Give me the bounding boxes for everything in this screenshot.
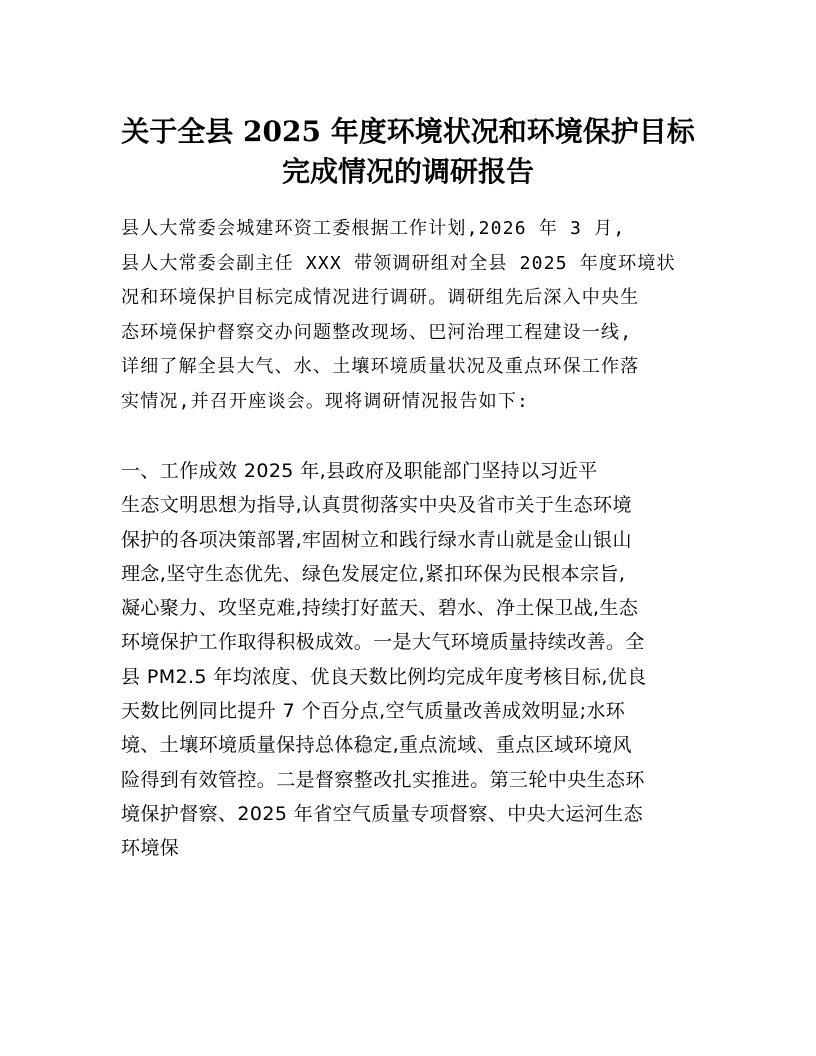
body-line: 县 PM2.5 年均浓度、优良天数比例均完成年度考核目标,优良 xyxy=(121,665,647,688)
body-line: 理念,坚守生态优先、绿色发展定位,紧扣环保为民根本宗旨, xyxy=(121,562,626,585)
document-title xyxy=(100,112,716,192)
body-line: 天数比例同比提升 7 个百分点,空气质量改善成效明显;水环 xyxy=(121,700,626,723)
intro-line: 县人大常委会城建环资工委根据工作计划,2026 年 3 月, xyxy=(121,218,626,239)
intro-line: 态环境保护督察交办问题整改现场、巴河治理工程建设一线, xyxy=(121,321,633,343)
body-paragraph xyxy=(121,454,701,866)
body-line: 境保护督察、2025 年省空气质量专项督察、中央大运河生态 xyxy=(121,802,643,825)
body-line: 生态文明思想为指导,认真贯彻落实中央及省市关于生态环境 xyxy=(121,494,632,517)
title-line-1: 关于全县 2025 年度环境状况和环境保护目标 xyxy=(121,115,695,148)
intro-line: 详细了解全县大气、水、土壤环境质量状况及重点环保工作落 xyxy=(121,356,640,377)
body-line: 险得到有效管控。二是督察整改扎实推进。第三轮中央生态环 xyxy=(121,768,645,791)
intro-paragraph xyxy=(121,212,701,419)
intro-line: 实情况,并召开座谈会。现将调研情况报告如下: xyxy=(121,390,530,412)
body-line: 环境保护工作取得积极成效。一是大气环境质量持续改善。全 xyxy=(121,631,645,654)
title-line-2: 完成情况的调研报告 xyxy=(281,155,534,188)
body-line: 保护的各项决策部署,牢固树立和践行绿水青山就是金山银山 xyxy=(121,528,632,551)
body-line: 一、工作成效 2025 年,县政府及职能部门坚持以习近平 xyxy=(121,460,598,482)
body-line: 境、土壤环境质量保持总体稳定,重点流域、重点区域环境风 xyxy=(121,734,632,757)
body-line: 凝心聚力、攻坚克难,持续打好蓝天、碧水、净土保卫战,生态 xyxy=(121,597,639,620)
intro-line: 况和环境保护目标完成情况进行调研。调研组先后深入中央生 xyxy=(121,287,640,308)
intro-line: 县人大常委会副主任 XXX 带领调研组对全县 2025 年度环境状 xyxy=(121,252,676,274)
body-line: 环境保 xyxy=(121,837,180,860)
